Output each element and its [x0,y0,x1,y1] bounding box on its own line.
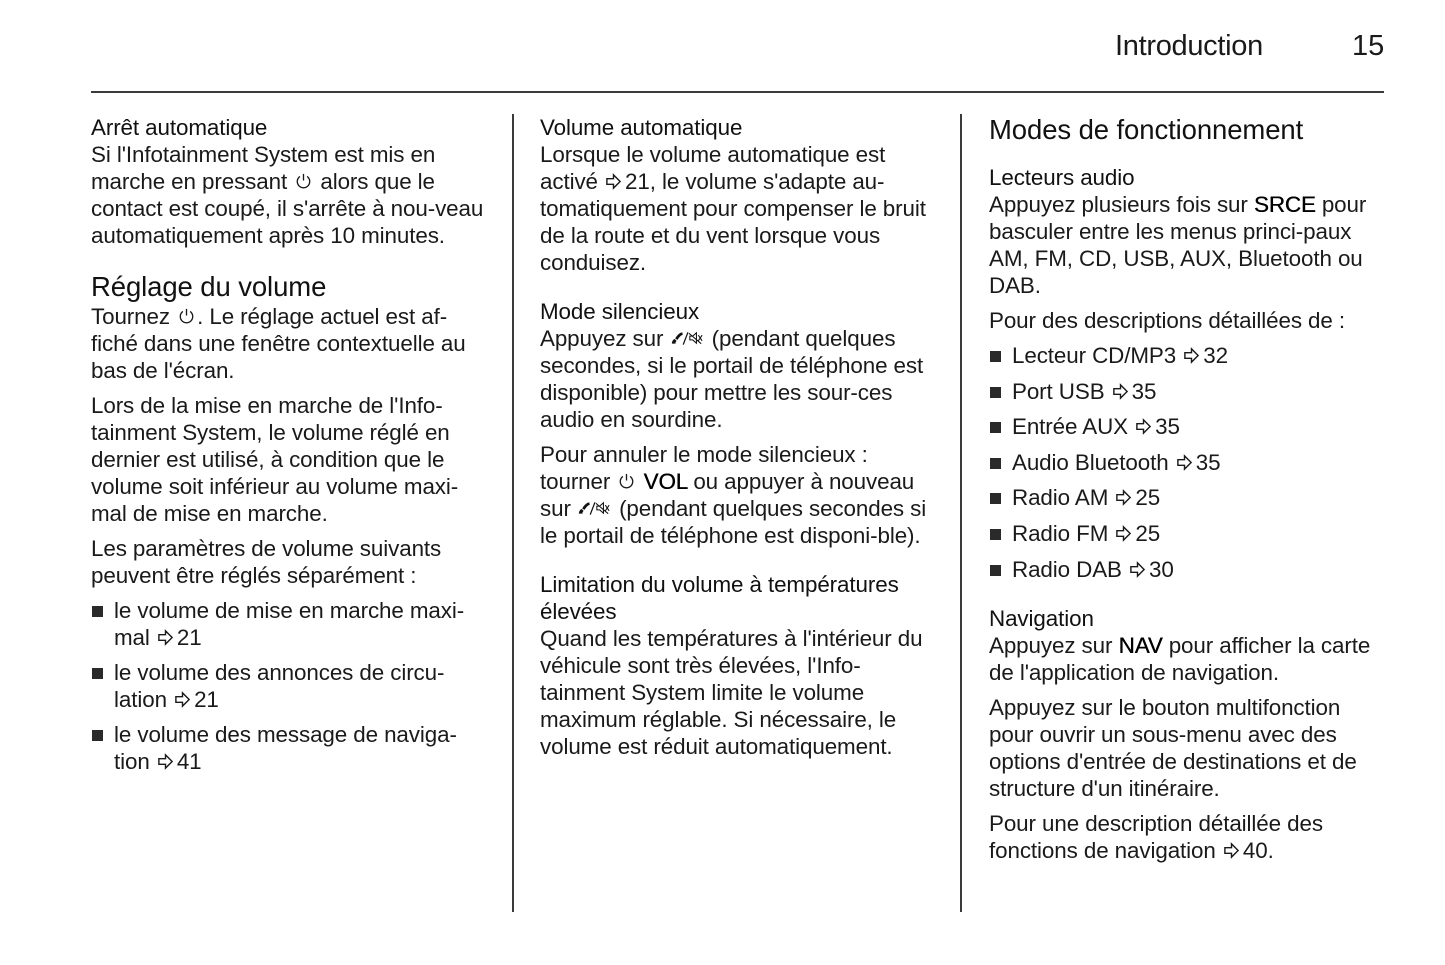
paragraph [989,632,1389,686]
page-reference[interactable]: 35 [1131,378,1157,404]
list-item [989,556,1389,583]
list-item [989,520,1389,547]
section-navigation [989,605,1389,864]
page-reference-arrow-icon [605,173,622,190]
text: Tournez [91,304,170,329]
page-reference-arrow-icon [174,691,191,708]
heading-modes-fonctionnement: Modes de fonctionnement [989,114,1304,145]
item-text: le volume des message de naviga-tion [114,722,457,774]
page-reference[interactable]: 25 [1135,485,1161,511]
phone-mute-icon [577,499,611,517]
phone-mute-icon [670,329,704,347]
page-reference-arrow-icon [1223,842,1240,859]
section-arret-automatique [91,114,491,249]
section-mode-silencieux [540,298,940,549]
key-label-nav: NAV [1118,633,1163,659]
page-reference[interactable]: 21 [194,687,219,712]
square-bullet-icon [990,387,1001,398]
page-reference[interactable]: 21 [625,169,650,194]
section-lecteurs-audio [989,164,1389,583]
item-text: Radio DAB [1012,556,1122,582]
power-knob-icon [295,172,312,190]
text: Appuyez sur [989,633,1113,659]
list-item [989,413,1389,440]
paragraph [540,441,940,549]
square-bullet-icon [990,529,1001,540]
text: pour basculer entre les menus princi-paux AM, FM, CD, USB, AUX, Bluetooth ou DAB. [989,192,1367,298]
square-bullet-icon [990,422,1001,433]
key-label-srce: SRCE [1253,192,1316,217]
text: (pendant quelques secondes, si le portail de téléphone est disponible) pour mettre les sour-ces audio en sourdine. [540,326,924,432]
text: (pendant quelques secondes si le portail de téléphone est disponi-ble). [540,496,927,548]
list-item [989,449,1389,476]
paragraph [540,325,940,433]
paragraph: Les paramètres de volume suivants peuvent être réglés séparément : [91,536,442,588]
item-text: Audio Bluetooth [1012,449,1169,475]
paragraph [540,141,940,276]
page-reference-arrow-icon [1112,383,1129,400]
heading-navigation: Navigation [989,606,1094,632]
heading-limitation-volume: Limitation du volume à températures élevées [540,572,899,624]
page-reference-arrow-icon [157,629,174,646]
column-divider-2 [960,114,962,912]
column-divider-1 [512,114,514,912]
section-limitation-volume [540,571,940,760]
heading-lecteurs-audio: Lecteurs audio [989,165,1135,190]
square-bullet-icon [990,458,1001,469]
text: ou appuyer à nouveau sur [540,469,915,521]
list-item [91,597,491,651]
page-reference[interactable]: 41 [176,749,202,774]
paragraph [91,303,491,384]
square-bullet-icon [92,730,103,741]
page-reference-arrow-icon [1115,525,1132,542]
page-reference[interactable]: 25 [1135,520,1161,546]
square-bullet-icon [990,493,1001,504]
text: pour afficher la carte de l'application de navigation. [989,633,1371,686]
list-item [989,484,1389,511]
volume-settings-list [91,597,491,775]
page-reference[interactable]: 21 [176,625,202,650]
power-knob-icon [178,307,195,325]
section-volume-automatique [540,114,940,276]
item-text: Radio FM [1012,520,1109,546]
page-reference[interactable]: 35 [1195,449,1221,475]
text: Appuyez plusieurs fois sur [989,192,1248,217]
square-bullet-icon [990,565,1001,576]
text: , le volume s'adapte au-tomatiquement pour compenser le bruit de la route et du vent lorsque vous conduisez. [540,169,926,275]
list-item [91,659,491,713]
item-text: Radio AM [1012,485,1109,511]
page-reference[interactable]: 40 [1242,838,1268,864]
paragraph: Pour des descriptions détaillées de : [989,308,1346,333]
item-text: le volume des annonces de circu-lation [114,660,445,712]
text: . Le réglage actuel est af-fiché dans une fenêtre contextuelle au bas de l'écran. [91,304,466,383]
text: Si l'Infotainment System est mis en marche en pressant [91,142,436,194]
page-reference-arrow-icon [1129,561,1146,578]
square-bullet-icon [990,351,1001,362]
page-reference-arrow-icon [1115,489,1132,506]
text: Pour une description détaillée des fonctions de navigation [989,811,1323,864]
item-text: Lecteur CD/MP3 [1012,343,1177,368]
header-rule [91,91,1384,93]
item-text: le volume de mise en marche maxi-mal [114,598,465,650]
text: Lorsque le volume automatique est activé [540,142,886,194]
paragraph: Quand les températures à l'intérieur du véhicule sont très élevées, l'Info-tainment System limite le volume maximum réglable. Si nécessaire, le volume est réduit automatiquement. [540,626,923,759]
column-1 [91,114,491,783]
paragraph [989,810,1389,864]
page-reference[interactable]: 35 [1155,414,1180,440]
column-3 [989,114,1389,864]
list-item [989,378,1389,405]
paragraph [989,191,1389,299]
paragraph: Appuyez sur le bouton multifonction pour ouvrir un sous-menu avec des options d'entrée de destinations et de structure d'un itinéraire. [989,695,1357,802]
text: Pour annuler le mode silencieux : tourner [540,442,868,494]
audio-sources-list [989,342,1389,583]
page-reference[interactable]: 30 [1149,556,1174,582]
text: . [1267,838,1274,864]
page-reference[interactable]: 32 [1203,343,1228,368]
heading-mode-silencieux: Mode silencieux [540,299,700,324]
square-bullet-icon [92,606,103,617]
column-2 [540,114,940,760]
text: Appuyez sur [540,326,664,351]
item-text: Port USB [1012,378,1105,404]
heading-reglage-volume: Réglage du volume [91,271,327,302]
section-title: Introduction [1115,30,1263,62]
list-item [91,721,491,775]
page-reference-arrow-icon [1183,347,1200,364]
page-reference-arrow-icon [1176,454,1193,471]
list-item [989,342,1389,369]
key-label-vol: VOL [643,469,688,494]
text: alors que le contact est coupé, il s'arrête à nou-veau automatiquement après 10 minutes. [91,169,484,248]
page-reference-arrow-icon [1135,418,1152,435]
paragraph [91,141,491,249]
power-knob-icon [618,472,635,490]
section-reglage-volume [91,271,491,775]
page-number: 15 [1352,30,1385,62]
square-bullet-icon [92,668,103,679]
paragraph: Lors de la mise en marche de l'Info-tainment System, le volume réglé en dernier est utilisé, à condition que le volume soit inférieur au volume maxi-mal de mise en marche. [91,393,459,526]
heading-volume-automatique: Volume automatique [540,115,743,140]
heading-arret-automatique: Arrêt automatique [91,115,268,140]
item-text: Entrée AUX [1012,414,1128,440]
page-reference-arrow-icon [157,753,174,770]
